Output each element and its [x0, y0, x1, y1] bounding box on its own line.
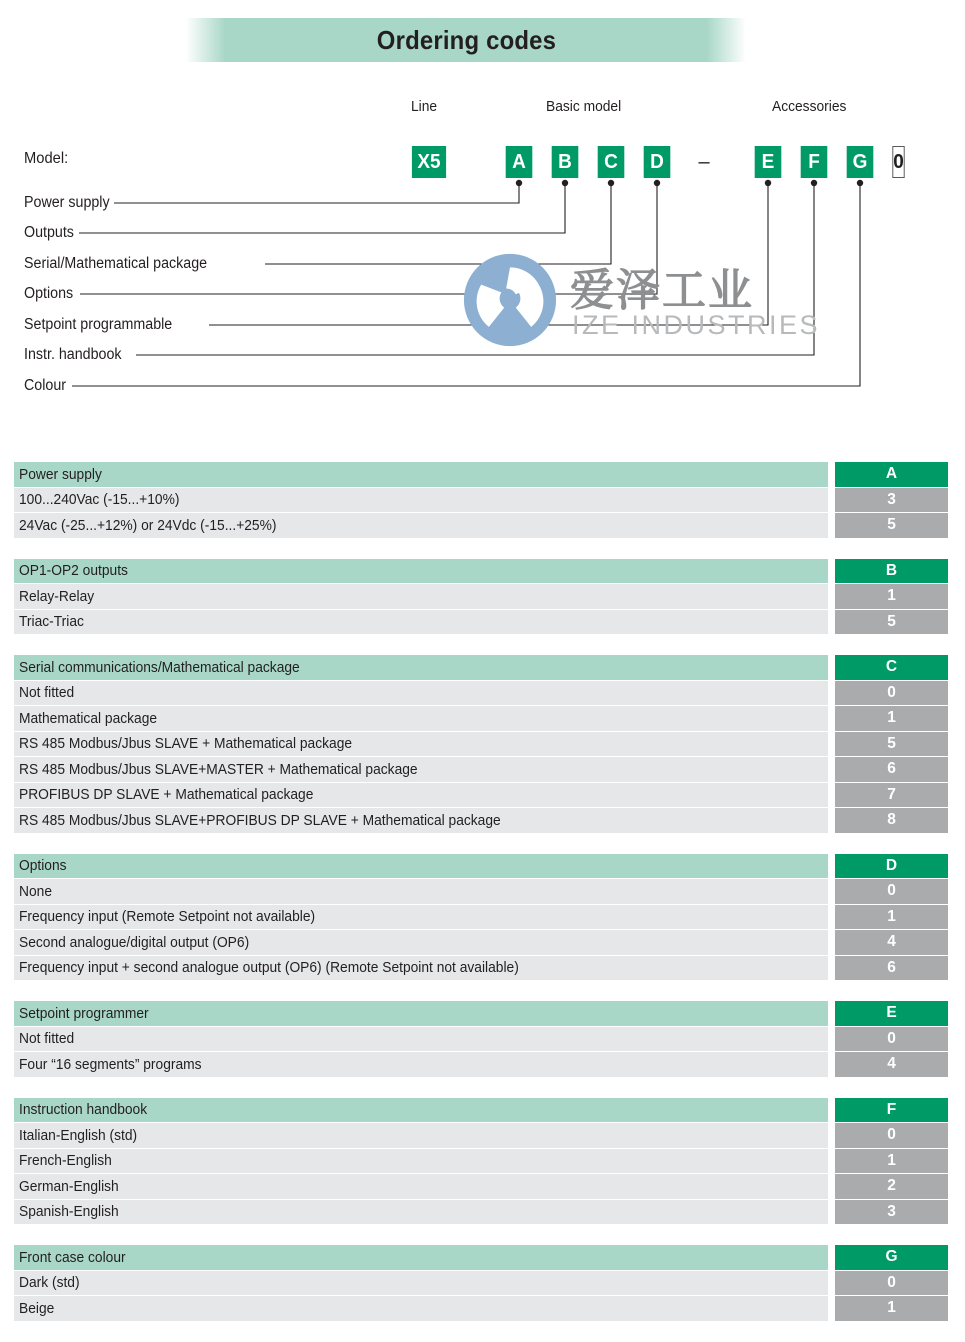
table-row — [14, 1271, 948, 1296]
table-row — [14, 808, 948, 833]
option-description: RS 485 Modbus/Jbus SLAVE+MASTER + Mathematical package — [14, 757, 828, 782]
code-box-e: E — [755, 146, 782, 178]
section-a — [14, 462, 948, 538]
table-row — [14, 1052, 948, 1077]
option-code: 0 — [835, 1271, 948, 1296]
table-row — [14, 1123, 948, 1148]
section-code-letter: B — [835, 559, 948, 584]
option-code: 6 — [835, 956, 948, 981]
table-row — [14, 1149, 948, 1174]
leader-label-setpoint-programmable: Setpoint programmable — [24, 316, 173, 333]
code-box-0: 0 — [892, 146, 904, 178]
section-title: Serial communications/Mathematical package — [14, 655, 828, 680]
option-code: 1 — [835, 584, 948, 609]
model-separator-dash: – — [698, 150, 710, 173]
leader-label-colour: Colour — [24, 377, 67, 394]
option-description: 24Vac (-25...+12%) or 24Vdc (-15...+25%) — [14, 513, 828, 538]
code-box-d: D — [644, 146, 671, 178]
option-description: Not fitted — [14, 681, 828, 706]
table-row — [14, 757, 948, 782]
code-box-a: A — [506, 146, 533, 178]
table-row — [14, 584, 948, 609]
section-header-row — [14, 1001, 948, 1026]
option-code: 0 — [835, 1123, 948, 1148]
table-row — [14, 1200, 948, 1225]
table-row — [14, 1174, 948, 1199]
leader-line-1 — [79, 180, 568, 233]
ize-logo-icon — [462, 252, 558, 348]
option-description: Beige — [14, 1296, 828, 1321]
table-row — [14, 905, 948, 930]
option-code: 1 — [835, 1296, 948, 1321]
option-code: 1 — [835, 706, 948, 731]
section-e — [14, 1001, 948, 1077]
page-title: Ordering codes — [376, 24, 556, 55]
option-code: 4 — [835, 1052, 948, 1077]
section-b — [14, 559, 948, 635]
column-caption-line: Line — [411, 98, 438, 115]
section-header-row — [14, 1098, 948, 1123]
option-code: 7 — [835, 783, 948, 808]
option-description: German-English — [14, 1174, 828, 1199]
option-description: Mathematical package — [14, 706, 828, 731]
table-row — [14, 706, 948, 731]
option-description: Frequency input + second analogue output (OP6) (Remote Setpoint not available) — [14, 956, 828, 981]
option-code: 3 — [835, 488, 948, 513]
option-description: Spanish-English — [14, 1200, 828, 1225]
option-code: 2 — [835, 1174, 948, 1199]
section-title: Setpoint programmer — [14, 1001, 828, 1026]
section-title: Power supply — [14, 462, 828, 487]
section-code-letter: G — [835, 1245, 948, 1270]
model-label: Model: — [24, 150, 69, 167]
option-description: Frequency input (Remote Setpoint not available) — [14, 905, 828, 930]
option-code: 0 — [835, 879, 948, 904]
option-description: RS 485 Modbus/Jbus SLAVE + Mathematical package — [14, 732, 828, 757]
option-code: 6 — [835, 757, 948, 782]
section-c — [14, 655, 948, 833]
option-description: Triac-Triac — [14, 610, 828, 635]
section-header-row — [14, 854, 948, 879]
code-box-c: C — [598, 146, 625, 178]
section-f — [14, 1098, 948, 1225]
table-row — [14, 930, 948, 955]
option-description: Four “16 segments” programs — [14, 1052, 828, 1077]
option-code: 1 — [835, 905, 948, 930]
table-row — [14, 1027, 948, 1052]
table-row — [14, 488, 948, 513]
section-header-row — [14, 655, 948, 680]
watermark-chinese-text: 爱泽工业 — [570, 266, 754, 315]
section-header-row — [14, 559, 948, 584]
option-description: Second analogue/digital output (OP6) — [14, 930, 828, 955]
leader-line-0 — [114, 180, 522, 203]
option-code: 4 — [835, 930, 948, 955]
section-title: OP1-OP2 outputs — [14, 559, 828, 584]
option-code: 1 — [835, 1149, 948, 1174]
option-description: RS 485 Modbus/Jbus SLAVE+PROFIBUS DP SLAVE + Mathematical package — [14, 808, 828, 833]
table-row — [14, 1296, 948, 1321]
section-header-row — [14, 462, 948, 487]
code-box-g: G — [847, 146, 874, 178]
table-row — [14, 513, 948, 538]
leader-label-instr-handbook: Instr. handbook — [24, 346, 122, 363]
option-code: 5 — [835, 610, 948, 635]
section-code-letter: E — [835, 1001, 948, 1026]
option-code: 0 — [835, 681, 948, 706]
leader-label-options: Options — [24, 285, 74, 302]
section-title: Instruction handbook — [14, 1098, 828, 1123]
watermark-english-text: IZE INDUSTRIES — [572, 310, 821, 340]
option-description: French-English — [14, 1149, 828, 1174]
code-box-b: B — [552, 146, 579, 178]
section-g — [14, 1245, 948, 1321]
option-description: Not fitted — [14, 1027, 828, 1052]
column-caption-accessories: Accessories — [772, 98, 847, 115]
section-code-letter: F — [835, 1098, 948, 1123]
leader-label-serial-mathematical-package: Serial/Mathematical package — [24, 255, 208, 272]
option-description: 100...240Vac (-15...+10%) — [14, 488, 828, 513]
table-row — [14, 732, 948, 757]
option-code: 3 — [835, 1200, 948, 1225]
section-title: Front case colour — [14, 1245, 828, 1270]
option-description: PROFIBUS DP SLAVE + Mathematical package — [14, 783, 828, 808]
column-caption-basic-model: Basic model — [546, 98, 622, 115]
option-code: 8 — [835, 808, 948, 833]
table-row — [14, 879, 948, 904]
section-code-letter: A — [835, 462, 948, 487]
leader-lines — [0, 0, 965, 460]
option-description: Italian-English (std) — [14, 1123, 828, 1148]
section-code-letter: D — [835, 854, 948, 879]
page-title-banner — [186, 18, 746, 62]
option-code: 0 — [835, 1027, 948, 1052]
table-row — [14, 783, 948, 808]
option-code: 5 — [835, 513, 948, 538]
section-header-row — [14, 1245, 948, 1270]
ordering-code-tables — [14, 462, 948, 1342]
table-row — [14, 610, 948, 635]
watermark — [462, 252, 821, 362]
table-row — [14, 956, 948, 981]
code-box-x5: X5 — [412, 146, 446, 178]
option-description: Relay-Relay — [14, 584, 828, 609]
leader-label-outputs: Outputs — [24, 224, 74, 241]
leader-label-power-supply: Power supply — [24, 194, 110, 211]
code-box-f: F — [801, 146, 828, 178]
section-title: Options — [14, 854, 828, 879]
option-description: Dark (std) — [14, 1271, 828, 1296]
option-description: None — [14, 879, 828, 904]
option-code: 5 — [835, 732, 948, 757]
section-d — [14, 854, 948, 981]
table-row — [14, 681, 948, 706]
section-code-letter: C — [835, 655, 948, 680]
